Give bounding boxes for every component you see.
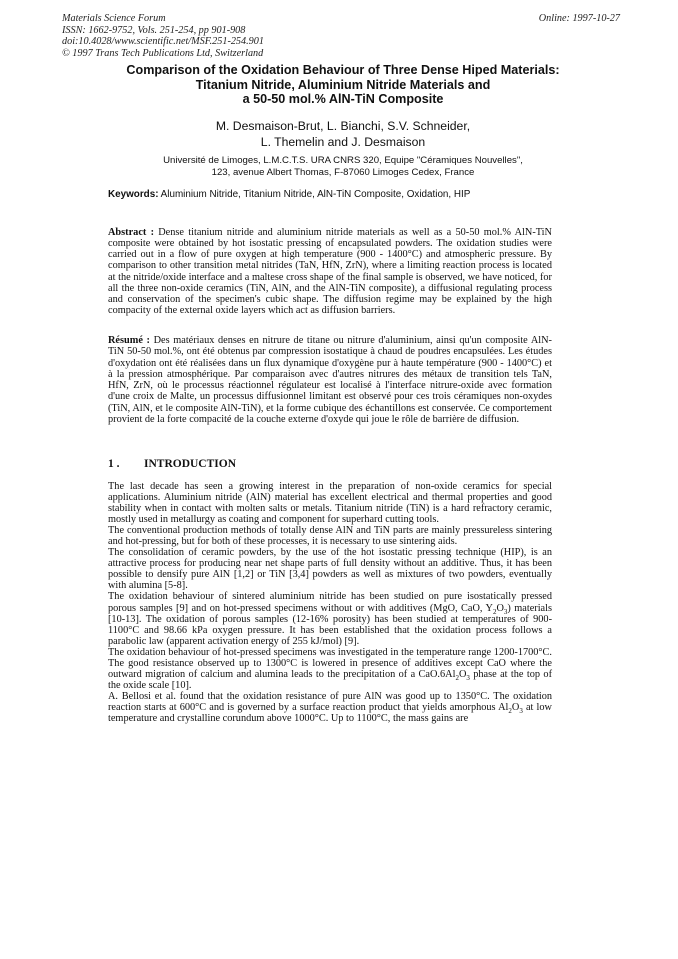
paper-title — [60, 63, 626, 107]
authors-line-1: M. Desmaison-Brut, L. Bianchi, S.V. Schneider, — [215, 119, 471, 133]
intro-paragraph: A. Bellosi et al. found that the oxidation resistance of pure AlN was good up to 1350°C. The oxidation reaction starts at 600°C and is governed by a surface reaction product that yields amorphous $Al_2O_3$ at low temperature and crystalline corundum above 1000°C. Up to 1100°C, the mass gains are — [108, 690, 552, 724]
intro-paragraph: The oxidation behaviour of hot-pressed specimens was investigated in the temperature range 1200-1700°C. The good resistance observed up to 1300°C is lowered in presence of additives except CaO where the outward migration of calcium and alumina leads to the precipitation of a $CaO.6Al_2O_3$ phase at the top of the oxide scale [10]. — [108, 646, 552, 691]
section-title: INTRODUCTION — [144, 458, 237, 470]
abstract — [108, 227, 552, 316]
authors-line-2: L. Themelin and J. Desmaison — [260, 134, 426, 149]
online-date: Online: 1997-10-27 — [538, 13, 620, 24]
journal-name: Materials Science Forum — [62, 13, 166, 24]
affiliation — [60, 155, 626, 179]
resume-text: Des matériaux denses en nitrure de titane ou nitrure d'aluminium, ainsi qu'un composite AlN-TiN 50-50 mol.%, ont été obtenus par compression isostatique à chaud de poudres encapsulées. Les études d'oxydation ont été réalisées dans un flux dynamique d'oxygène pur à haute température (900 - 1400°C) et à la pression atmosphérique. Par comparaison avec d'autres nitrures des métaux de transition tels TaN, HfN, ZrN, où le processus réactionnel régulateur est localisé à l'interface nitrure-oxide avec formation d'une croix de Malte, un processus diffusionnel limitant est observé pour ces trois céramiques non-oxydes (TiN, AlN, et le composite AlN-TiN), et la forme cubique des échantillons est conservée. Ce comportement provient de la forte compacité de la couche externe d'oxyde qui joue le rôle de barrière de diffusion. — [108, 335, 552, 425]
section-heading — [108, 458, 236, 470]
intro-paragraph: The consolidation of ceramic powders, by the use of the hot isostatic pressing technique (HIP), is an attractive process for producing near net shape parts of full density without an additive. Thus, it has been possible to densify pure AlN [1,2] or TiN [3,4] powders as well as mixtures of two powders, eventually with alumina [5-8]. — [108, 547, 552, 592]
keywords-text: Aluminium Nitride, Titanium Nitride, AlN-TiN Composite, Oxidation, HIP — [158, 189, 471, 200]
intro-paragraph: The last decade has seen a growing interest in the preparation of non-oxide ceramics for special applications. Aluminium nitride (AlN) material has excellent electrical and thermal properties and good stability when in contact with molten salts or metals. Titanium nitride (TiN) is a hard refractory ceramic, mostly used in metallurgy as coating and component for superhard cutting tools. — [108, 481, 552, 526]
abstract-label: Abstract : — [108, 227, 154, 238]
issn-line: ISSN: 1662-9752, Vols. 251-254, pp 901-908 — [62, 24, 246, 36]
section-number: 1 . — [108, 458, 120, 470]
intro-paragraph: The oxidation behaviour of sintered aluminium nitride has been studied on pure isostatically pressed porous samples [9] and on hot-pressed specimens without or with additives (MgO, CaO, $Y_2O_3$) materials [10-13]. The oxidation of porous samples (12-16% porosity) has been studied at temperatures of 900-1100°C and 98.66 kPa oxygen pressure. It has been established that the oxidation process follows a parabolic law (apparent activation energy of 255 kJ/mol) [9]. — [108, 591, 552, 647]
abstract-text: Dense titanium nitride and aluminium nitride materials as well as a 50-50 mol.% AlN-TiN composite were obtained by hot isostatic pressing of encapsulated powders. The oxidation studies were carried out in a flow of pure oxygen at high temperature (900 - 1400°C) and atmospheric pressure. By comparison to other transition metal nitrides (TaN, HfN, ZrN), where a limiting reaction process is located at the nitride/oxide interface and a maltese cross shape of the final sample is observed, we have noticed, for all the three non-oxide ceramics (TiN, AlN, and the AlN-TiN composite), a diffusional regulating process and conservation of the specimen's cubic shape. The diffusion regime may be explained by the high compacity of the external oxide layers which act as diffusion barriers. — [108, 227, 552, 317]
affiliation-line-1: Université de Limoges, L.M.C.T.S. URA CNRS 320, Equipe "Céramiques Nouvelles", — [163, 155, 523, 166]
affiliation-line-2: 123, avenue Albert Thomas, F-87060 Limoges Cedex, France — [211, 166, 475, 178]
intro-paragraph: The conventional production methods of totally dense AlN and TiN parts are mainly pressureless sintering and hot-pressing, but for both of these processes, it is necessary to use sintering aids. — [108, 525, 552, 548]
publication-info — [62, 13, 362, 59]
title-line-3: a 50-50 mol.% AlN-TiN Composite — [242, 92, 444, 107]
doi-link[interactable]: doi:10.4028/www.scientific.net/MSF.251-254.901 — [62, 36, 264, 48]
introduction-body — [108, 481, 552, 724]
resume — [108, 335, 552, 425]
keywords-label: Keywords: — [108, 189, 159, 200]
resume-label: Résumé : — [108, 335, 150, 346]
author-list — [60, 119, 626, 150]
keywords — [108, 189, 628, 201]
copyright-line: © 1997 Trans Tech Publications Ltd, Switzerland — [62, 47, 264, 59]
title-line-2: Titanium Nitride, Aluminium Nitride Materials and — [195, 77, 491, 92]
title-line-1: Comparison of the Oxidation Behaviour of Three Dense Hiped Materials: — [126, 63, 560, 77]
